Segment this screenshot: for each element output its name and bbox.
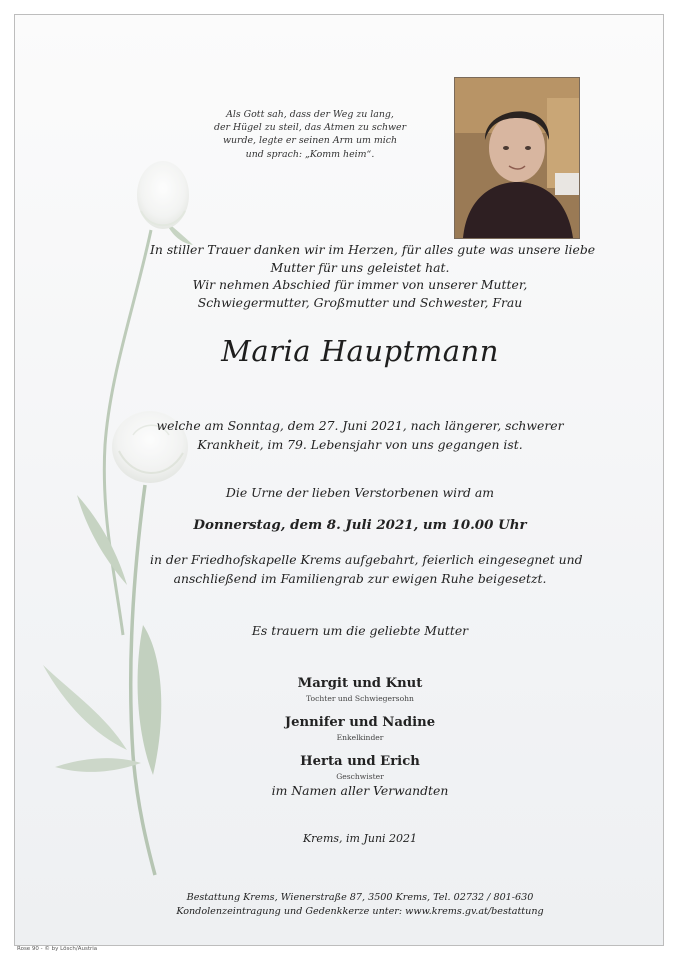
intro-line: Wir nehmen Abschied für immer von unserer Mutter, [192, 277, 528, 293]
mourner-relation: Tochter und Schwiegersohn [306, 694, 414, 703]
quote-line: wurde, legte er seinen Arm um mich [222, 135, 398, 147]
mourner-relation: Enkelkinder [336, 733, 384, 742]
template-code: Rose 90 - © by Lösch/Austria [17, 946, 98, 952]
mourner-name: Margit und Knut [297, 676, 423, 691]
mourner-name: Herta und Erich [300, 754, 420, 769]
intro-line: In stiller Trauer danken wir im Herzen, für alles gute was unsere liebe [150, 242, 596, 257]
ceremony-date: Donnerstag, dem 8. Juli 2021, um 10.00 Uhr [193, 517, 527, 533]
mourner-name: Jennifer und Nadine [284, 715, 436, 730]
place-line: anschließend im Familiengrab zur ewigen Ruhe beigesetzt. [173, 570, 547, 586]
funeral-home-footer [150, 891, 570, 919]
ceremony-place [150, 551, 583, 588]
deceased-portrait [454, 77, 580, 239]
death-notice [150, 416, 570, 454]
mourner-relation: Geschwister [336, 772, 384, 781]
all-relatives: im Namen aller Verwandten [271, 783, 449, 798]
intro-text [150, 241, 596, 311]
death-line: welche am Sonntag, dem 27. Juni 2021, nach längerer, schwerer [156, 418, 564, 433]
death-line: Krankheit, im 79. Lebensjahr von uns gegangen ist. [197, 437, 523, 452]
quote-line: und sprach: „Komm heim“. [245, 148, 375, 160]
poem-quote [200, 108, 420, 161]
urn-announcement: Die Urne der lieben Verstorbenen wird am [225, 485, 495, 500]
intro-line: Mutter für uns geleistet hat. [270, 259, 450, 275]
place-date: Krems, im Juni 2021 [302, 832, 418, 845]
place-line: in der Friedhofskapelle Krems aufgebahrt, feierlich eingesegnet und [150, 552, 583, 567]
quote-line: der Hügel zu steil, das Atmen zu schwer [213, 122, 407, 134]
intro-line: Schwiegermutter, Großmutter und Schwester, Frau [197, 294, 523, 310]
mourning-intro: Es trauern um die geliebte Mutter [251, 623, 469, 638]
footer-line: Bestattung Krems, Wienerstraße 87, 3500 Krems, Tel. 02732 / 801-630 [186, 892, 534, 903]
footer-line: Kondolenzeintragung und Gedenkkerze unter: www.krems.gv.at/bestattung [176, 906, 544, 917]
deceased-name: Maria Hauptmann [221, 334, 499, 368]
quote-line: Als Gott sah, dass der Weg zu lang, [226, 109, 394, 120]
